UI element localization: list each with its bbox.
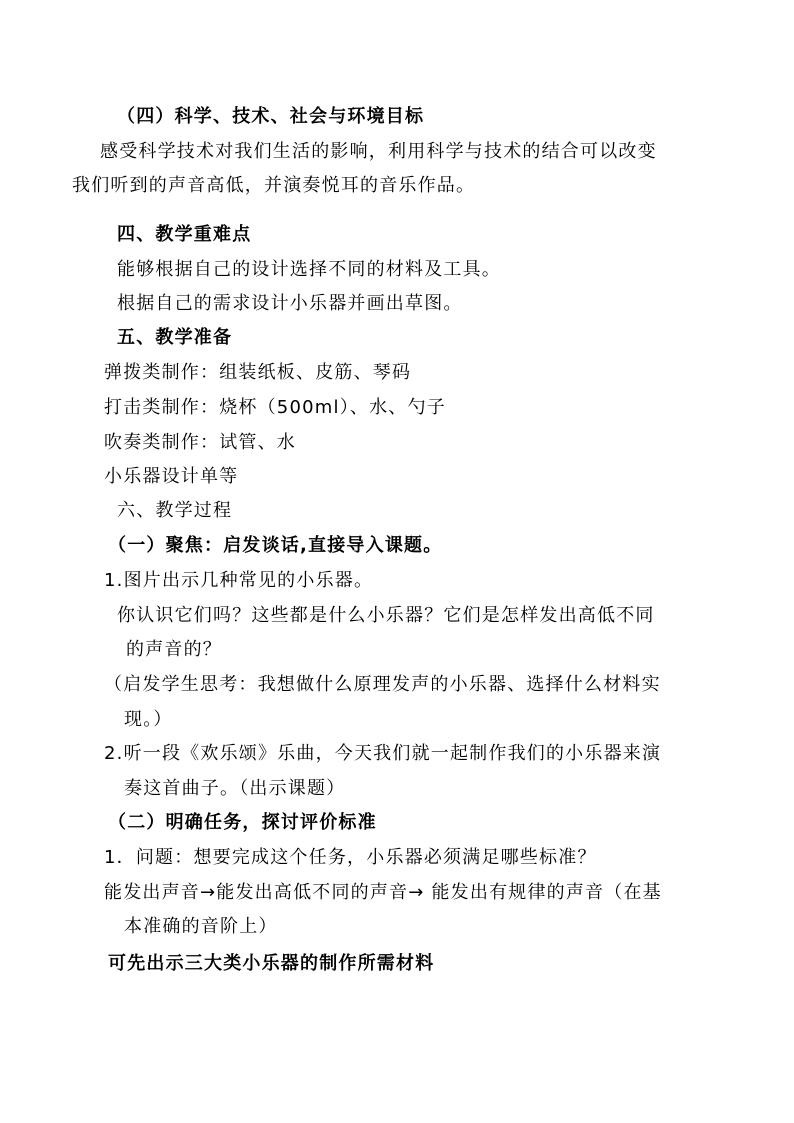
goal4-paragraph-line2: 我们听到的声音高低，并演奏悦耳的音乐作品。 [72,175,476,196]
section-title-preparation: 五、教学准备 [117,327,233,348]
section-title-goal4: （四）科学、技术、社会与环境目标 [117,106,425,127]
goal4-paragraph-line1: 感受科学技术对我们生活的影响，利用科学与技术的结合可以改变 [100,141,657,162]
preparation-item2: 打击类制作：烧杯（500ml）、水、勺子 [104,397,446,418]
section-title-key-points: 四、教学重难点 [117,224,252,245]
process-step1-item2-line2: 奏这首曲子。（出示课题） [124,778,346,799]
process-step1-question-line1: 你认识它们吗？这些都是什么小乐器？它们是怎样发出高低不同 [117,605,655,626]
process-step1-question-line2: 的声音的？ [126,639,222,660]
section-title-process: 六、教学过程 [117,500,233,521]
process-step2-standard-line2: 本准确的音阶上） [124,916,278,937]
process-step2-standard-line1: 能发出声音→能发出高低不同的声音→ 能发出有规律的声音（在基 [104,882,662,903]
process-step2-title: （二）明确任务，探讨评价标准 [108,812,377,833]
process-step1-item2-line1: 2.听一段《欢乐颂》乐曲，今天我们就一起制作我们的小乐器来演 [104,743,662,764]
process-step1-item1: 1.图片出示几种常见的小乐器。 [104,570,374,591]
key-points-item2: 根据自己的需求设计小乐器并画出草图。 [117,293,463,314]
process-step2-item1: 1．问题：想要完成这个任务，小乐器必须满足哪些标准？ [104,847,597,868]
process-step1-hint-line2: 现。） [124,709,173,730]
key-points-item1: 能够根据自己的设计选择不同的材料及工具。 [117,259,501,280]
process-step1-title: （一）聚焦：启发谈话,直接导入课题。 [108,535,443,556]
preparation-item1: 弹拨类制作：组装纸板、皮筋、琴码 [104,362,412,383]
process-step1-hint-line1: （启发学生思考：我想做什么原理发声的小乐器、选择什么材料实 [104,674,661,695]
preparation-item3: 吹奏类制作：试管、水 [104,432,296,453]
process-step2-note: 可先出示三大类小乐器的制作所需材料 [108,953,435,974]
preparation-item4: 小乐器设计单等 [104,466,239,487]
